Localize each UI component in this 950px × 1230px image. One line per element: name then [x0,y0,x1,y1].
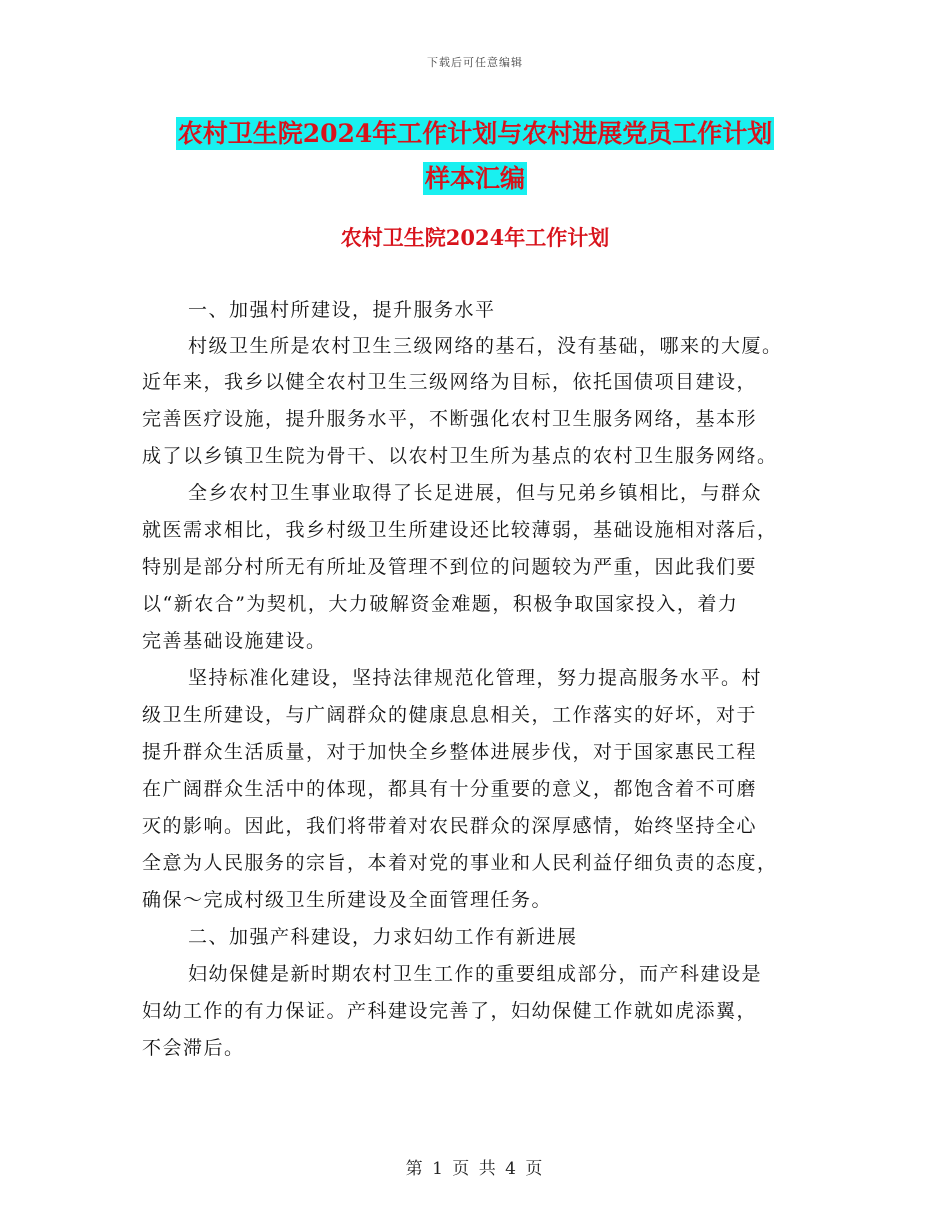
heading-1: 一、加强村所建设，提升服务水平 [188,299,496,321]
paragraph-line: 特别是部分村所无有所址及管理不到位的问题较为严重，因此我们要 [142,556,758,578]
page-footer: 第 1 页 共 4 页 [405,1159,545,1179]
section-title: 农村卫生院2024年工作计划 [340,225,610,250]
paragraph-line: 妇幼保健是新时期农村卫生工作的重要组成部分，而产科建设是 [188,963,763,985]
paragraph-line: 妇幼工作的有力保证。产科建设完善了，妇幼保健工作就如虎添翼， [142,1000,758,1022]
paragraph-line: 坚持标准化建设，坚持法律规范化管理，努力提高服务水平。村 [188,667,763,689]
paragraph-line: 确保～完成村级卫生所建设及全面管理任务。 [142,889,553,911]
paragraph-line: 全意为人民服务的宗旨，本着对党的事业和人民利益仔细负责的态度， [142,852,778,874]
document-title-line-1 [0,114,950,150]
paragraph-line: 以“新农合”为契机，大力破解资金难题，积极争取国家投入，着力 [142,593,739,615]
paragraph-line: 全乡农村卫生事业取得了长足进展，但与兄弟乡镇相比，与群众 [188,482,763,504]
paragraph-line: 不会滞后。 [142,1037,245,1059]
paragraph-line: 灭的影响。因此，我们将带着对农民群众的深厚感情，始终坚持全心 [142,815,758,837]
title-highlight-2: 样本汇编 [424,164,525,193]
paragraph-line: 级卫生所建设，与广阔群众的健康息息相关，工作落实的好坏，对于 [142,704,758,726]
paragraph-line: 完善医疗设施，提升服务水平，不断强化农村卫生服务网络，基本形 [142,408,758,430]
paragraph-line: 完善基础设施建设。 [142,630,327,652]
paragraph-line: 在广阔群众生活中的体现，都具有十分重要的意义，都饱含着不可磨 [142,778,758,800]
paragraph-line: 成了以乡镇卫生院为骨干、以农村卫生所为基点的农村卫生服务网络。 [142,445,778,467]
paragraph-line: 就医需求相比，我乡村级卫生所建设还比较薄弱，基础设施相对落后， [142,519,778,541]
paragraph-line: 提升群众生活质量，对于加快全乡整体进展步伐，对于国家惠民工程 [142,741,758,763]
header-note: 下载后可任意编辑 [427,56,523,69]
heading-2: 二、加强产科建设，力求妇幼工作有新进展 [188,926,578,948]
document-title-line-2 [0,159,950,195]
title-highlight-1: 农村卫生院2024年工作计划与农村进展党员工作计划 [177,119,773,148]
paragraph-line: 村级卫生所是农村卫生三级网络的基石，没有基础，哪来的大厦。 [188,335,783,357]
paragraph-line: 近年来，我乡以健全农村卫生三级网络为目标，依托国债项目建设， [142,371,758,393]
